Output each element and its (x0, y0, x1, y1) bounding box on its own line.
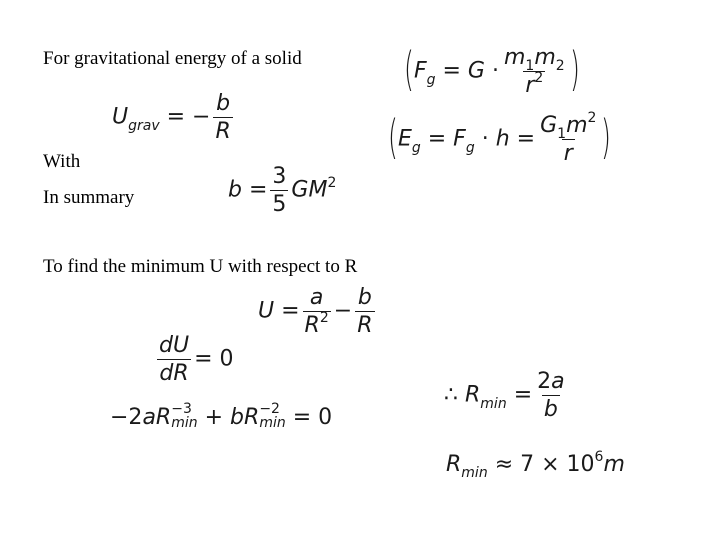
heading-gravitational-energy: For gravitational energy of a solid (43, 48, 302, 69)
heading-minimum-u: To find the minimum U with respect to R (43, 256, 358, 277)
equation-r-min-formula: ∴ $R_{min}$ = $\frac{2a}{b}$ (444, 369, 565, 423)
equation-gravitational-force: ($F_g = G$ · $\frac{m_1m_2}{r^2}$ ) (404, 41, 580, 99)
equation-b-definition: b = $\frac{3}{5}$ $GM^2$ (228, 164, 337, 218)
equation-gravitational-energy: ($E_g = F_g \cdot h$ = $\frac{G_1m^2}{r}$ ) (388, 109, 612, 167)
equation-derivative-expanded: −2aR −3 min + bR −2 min = 0 (110, 401, 333, 431)
equation-r-min-value: $R_{min} \approx 7 \times 10^6m$ (446, 449, 625, 481)
label-with: With (43, 151, 81, 172)
equation-u-grav: $U_{grav}$ = − $\frac{b}{R}$ (112, 91, 231, 145)
label-in-summary: In summary (43, 187, 135, 208)
equation-u-total: U = $\frac{a}{R^2}$ − $\frac{b}{R}$ (258, 285, 373, 339)
equation-derivative-zero: $\frac{dU}{dR}$ = 0 (159, 333, 234, 387)
